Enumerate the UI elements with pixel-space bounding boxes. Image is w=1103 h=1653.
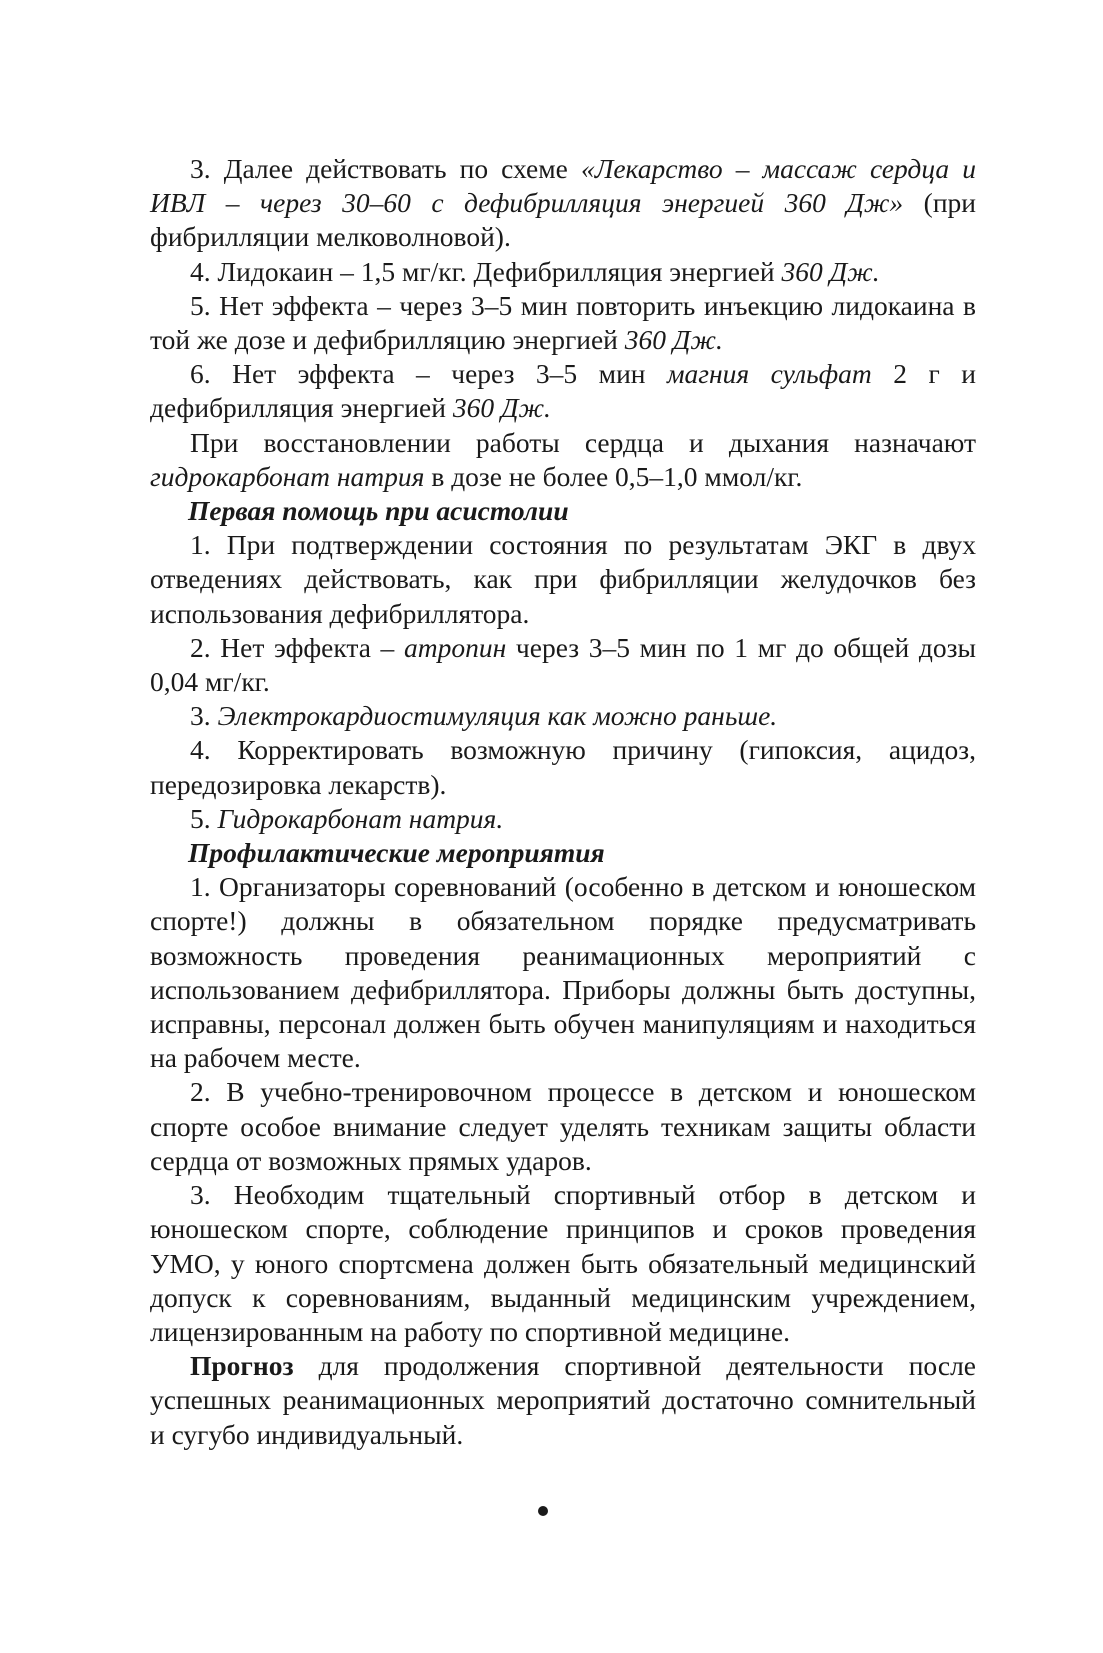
paragraph-asystole-2 xyxy=(150,631,976,699)
italic-text: 360 Дж. xyxy=(781,255,880,287)
text: При восстановлении работы сердца и дыхания назначают xyxy=(190,426,976,458)
text: 5. Нет эффекта – через 3–5 мин повторить инъекцию лидокаина в той же дозе и дефибрилляцию энергией xyxy=(150,289,976,356)
text: 2. Нет эффекта – xyxy=(190,631,404,663)
text: для продолжения спортивной деятельности после успешных реанимационных мероприятий достаточно сомнительный и сугубо индивидуальный. xyxy=(150,1350,976,1450)
paragraph-asystole-5 xyxy=(150,802,976,836)
text: 6. Нет эффекта – через 3–5 мин xyxy=(190,358,667,390)
italic-text: атропин xyxy=(403,631,507,663)
paragraph-step-3 xyxy=(150,152,976,255)
text: 5. xyxy=(190,802,218,834)
document-page xyxy=(150,152,976,1452)
paragraph-step-5 xyxy=(150,289,976,357)
paragraph-step-6 xyxy=(150,357,976,425)
italic-text: 360 Дж. xyxy=(624,324,723,356)
paragraph-asystole-3 xyxy=(150,699,976,733)
paragraph-prevention-3: 3. Необходим тщательный спортивный отбор в детском и юношеском спорте, соблюдение принципов и сроков проведения УМО, у юного спортсмена должен быть обязательный медицинский допуск к соревнованиям, выданный медицинским учреждением, лицензированным на работу по спортивной медицине. xyxy=(150,1179,976,1347)
section-heading-asystole: Первая помощь при асистолии xyxy=(188,495,569,527)
page-marker-dot xyxy=(538,1506,548,1516)
italic-text: 360 Дж. xyxy=(452,392,551,424)
italic-text: «Лекарство – массаж сердца и ИВЛ – через 30–60 с дефибрилляция энергией 360 Дж» xyxy=(150,153,976,219)
paragraph-prevention-1: 1. Организаторы соревнований (особенно в детском и юношеском спорте!) должны в обязательном порядке предусматривать возможность проведения реанимационных мероприятий с использованием дефибриллятора. Приборы должны быть доступны, исправны, персонал должен быть обучен манипуляциям и находиться на рабочем месте. xyxy=(150,871,976,1074)
text: 2 г и дефибрилляция энергией xyxy=(150,358,976,424)
text: 3. Далее действовать по схеме xyxy=(190,153,581,184)
text: (при фибрилляции мелковолновой). xyxy=(150,187,976,253)
paragraph-step-4 xyxy=(150,255,976,289)
italic-text: Гидрокарбонат натрия. xyxy=(217,802,504,834)
paragraph-prevention-2: 2. В учебно-тренировочном процессе в детском и юношеском спорте особое внимание следует уделять техникам защиты области сердца от возможных прямых ударов. xyxy=(150,1076,976,1176)
paragraph-prognosis xyxy=(150,1349,976,1452)
text: в дозе не более 0,5–1,0 ммол/кг. xyxy=(424,460,803,492)
text: через 3–5 мин по 1 мг до общей дозы 0,04 мг/кг. xyxy=(150,631,977,698)
paragraph-asystole-4: 4. Корректировать возможную причину (гипоксия, ацидоз, передозировка лекарств). xyxy=(150,734,976,800)
text: 4. Лидокаин – 1,5 мг/кг. Дефибрилляция энергией xyxy=(190,255,782,287)
italic-text: магния сульфат xyxy=(666,358,872,390)
bold-term: Прогноз xyxy=(190,1350,294,1382)
section-heading-prevention: Профилактические мероприятия xyxy=(188,837,605,869)
italic-text: гидрокарбонат натрия xyxy=(150,460,425,492)
paragraph-asystole-1: 1. При подтверждении состояния по результатам ЭКГ в двух отведениях действовать, как при фибрилляции желудочков без использования дефибриллятора. xyxy=(150,529,976,629)
text: 3. xyxy=(190,700,218,732)
paragraph-restoration xyxy=(150,426,976,494)
italic-text: Электрокардиостимуляция как можно раньше. xyxy=(217,700,778,732)
